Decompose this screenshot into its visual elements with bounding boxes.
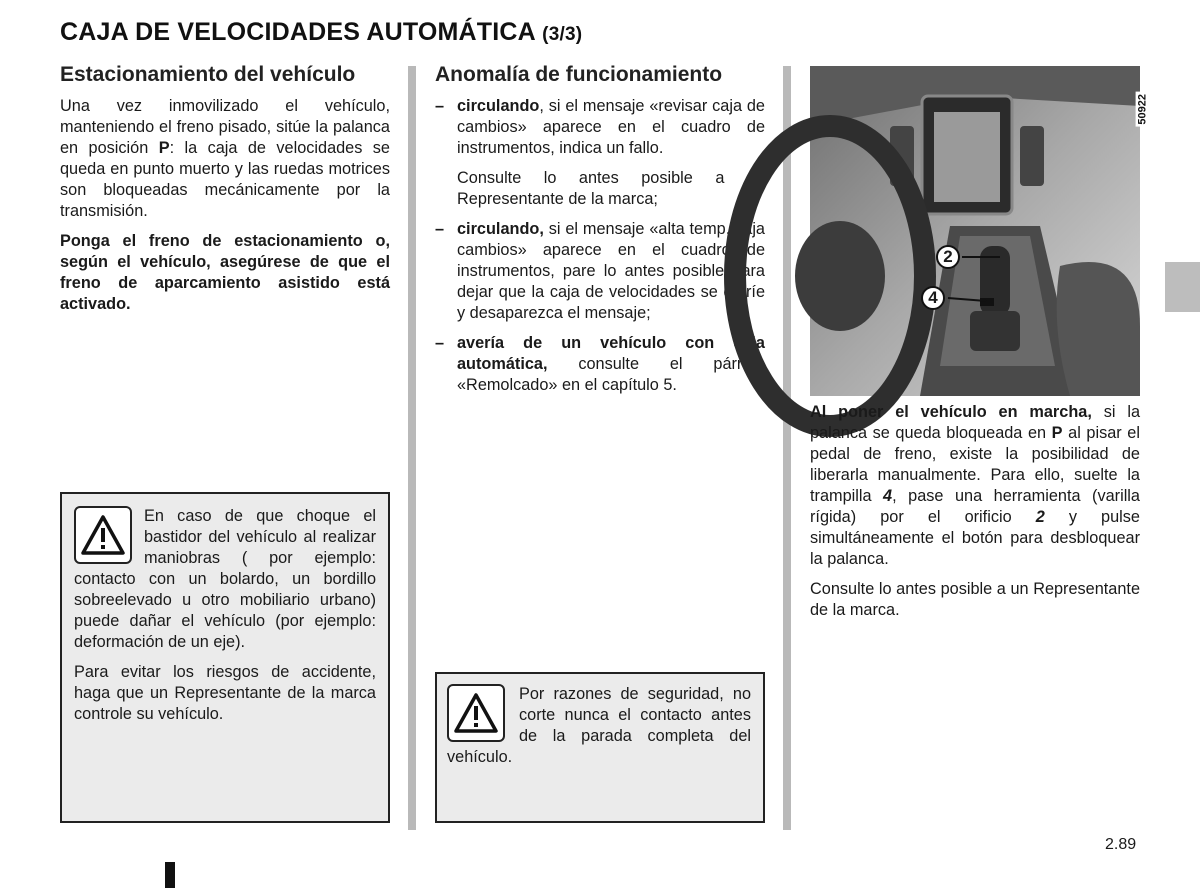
warning-triangle-icon (74, 506, 132, 564)
parking-brake-note: Ponga el freno de estacionamiento o, según el vehículo, asegúrese de que el freno de aparcamiento asistido está activado. (60, 232, 390, 313)
section-heading-parking: Estacionamiento del vehículo (60, 63, 356, 86)
image-reference-code: 50922 (1137, 94, 1149, 125)
list-item: – avería de un vehículo con caja automática, consulte el párrafo «Remolcado» en el capítulo 5. (435, 333, 765, 396)
parking-text (60, 96, 390, 324)
page-marker-bar (165, 862, 175, 888)
list-item: – circulando, si el mensaje «alta temp. caja cambios» aparece en el cuadro de instrumentos, pare lo antes posible para dejar que la caja de velocidades se enfríe y desaparezca el mensaje; (435, 219, 765, 324)
gear-lever-photo (810, 66, 1149, 396)
column-separator (783, 66, 791, 830)
list-item-subtext: Consulte lo antes posible a un Representante de la marca; (457, 169, 765, 208)
malfunction-list (435, 96, 765, 396)
warning-triangle-icon (447, 684, 505, 742)
callout-2: 2 (936, 245, 960, 269)
column-separator (408, 66, 416, 830)
warning-underbody-text: En caso de que choque el bastidor del vehículo al realizar maniobras ( por ejemplo: contacto con un bolardo, un bordillo sobreelevado u otro mobiliario urbano) puede dañar el vehículo (por ejemplo: deformación de un eje). (74, 507, 376, 651)
parking-paragraph: Una vez inmovilizado el vehículo, manteniendo el freno pisado, sitúe la palanca en posición P: la caja de velocidades se queda en punto muerto y las ruedas motrices son bloqueadas mecánicamente por la transmisión. (60, 97, 390, 220)
unlock-lever-advice: Consulte lo antes posible a un Representante de la marca. (810, 580, 1140, 619)
page-title-suffix: (3/3) (542, 24, 583, 45)
section-heading-malfunction: Anomalía de funcionamiento (435, 63, 723, 86)
warning-box-underbody (60, 492, 390, 823)
warning-box-ignition (435, 672, 765, 823)
unlock-lever-paragraph: Al poner el vehículo en marcha, si la palanca se queda bloqueada en P al pisar el pedal de freno, existe la posibilidad de liberarla manualmente. Para ello, suelte la trampilla 4, pase una herramienta (varilla rígida) por el orificio 2 y pulse simultáneamente el botón para desbloquear la palanca. (810, 403, 1140, 568)
warning-ignition-text: Por razones de seguridad, no corte nunca el contacto antes de la parada completa del vehículo. (447, 685, 751, 766)
chapter-tab (1165, 262, 1200, 312)
page-title: CAJA DE VELOCIDADES AUTOMÁTICA (3/3) (60, 18, 583, 46)
list-item: – circulando, si el mensaje «revisar caja de cambios» aparece en el cuadro de instrumentos, indica un fallo. Consulte lo antes posible a un Representante de la marca; (435, 96, 765, 210)
warning-underbody-advice: Para evitar los riesgos de accidente, haga que un Representante de la marca controle su vehículo. (74, 663, 376, 723)
page-number: 2.89 (1105, 836, 1137, 853)
malfunction-text (435, 96, 765, 405)
unlock-lever-text (810, 402, 1140, 630)
callout-4: 4 (921, 286, 945, 310)
